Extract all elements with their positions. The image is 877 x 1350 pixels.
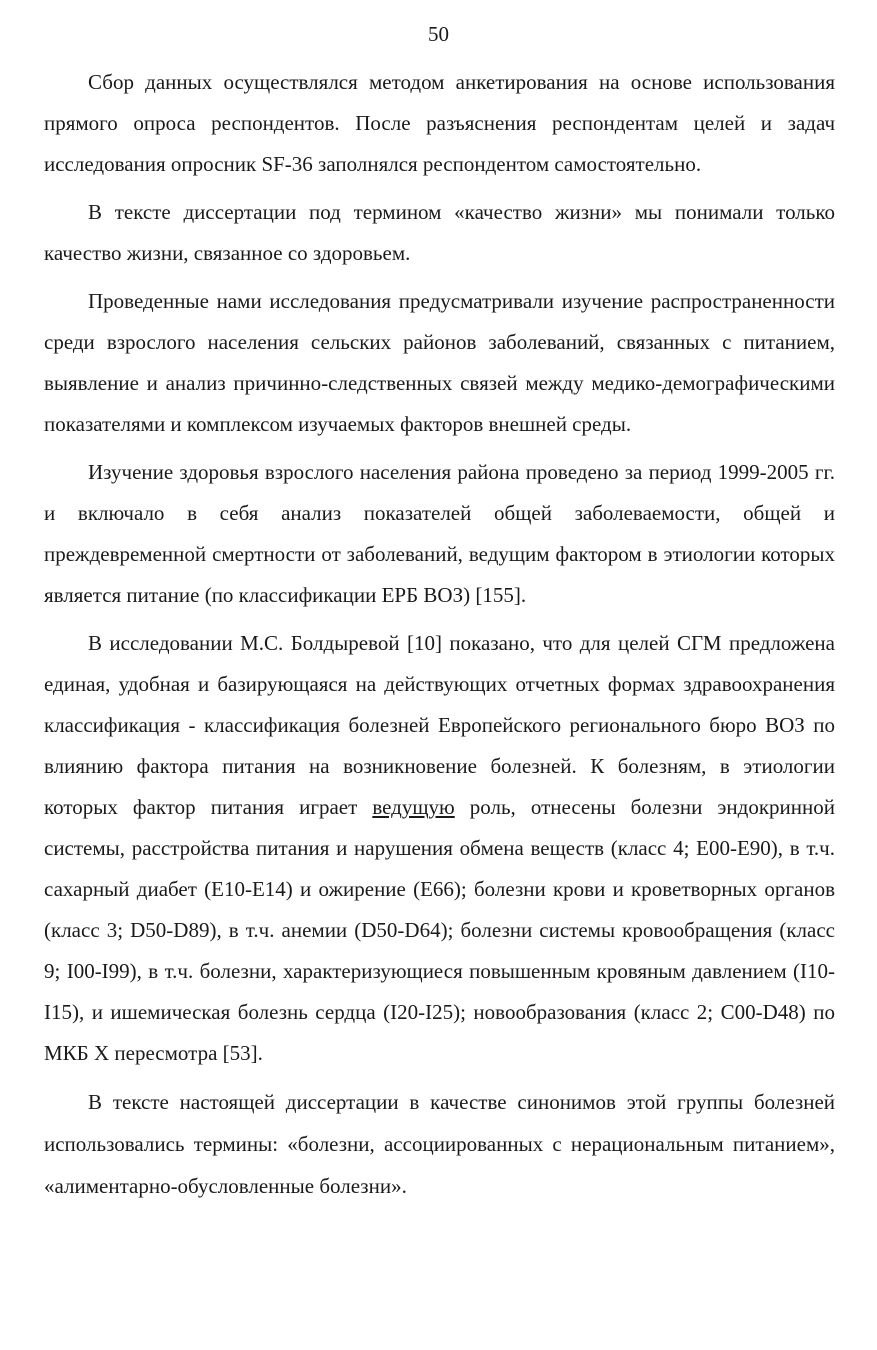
paragraph-synonyms: В тексте настоящей диссертации в качестве синонимов этой группы болезней использовались термины: «болезни, ассоциированных с нерациональным питанием», «алиментарно-обусловленные болезни». <box>44 1090 835 1198</box>
body-text <box>44 62 835 1214</box>
paragraph-research-scope: Проведенные нами исследования предусматривали изучение распространенности среди взрослого населения сельских районов заболеваний, связанных с питанием, выявление и анализ причинно-следственных связей между медико-демографическими показателями и комплексом изучаемых факторов внешней среды. <box>44 289 835 436</box>
paragraph-classification <box>44 623 835 1074</box>
paragraph-quality-of-life: В тексте диссертации под термином «качество жизни» мы понимали только качество жизни, связанное со здоровьем. <box>44 200 835 265</box>
paragraph-study-period: Изучение здоровья взрослого населения района проведено за период 1999-2005 гг. и включало в себя анализ показателей общей заболеваемости, общей и преждевременной смертности от заболеваний, ведущим фактором в этиологии которых является питание (по классификации ЕРБ ВОЗ) [155]. <box>44 460 835 607</box>
page-number: 50 <box>428 22 449 46</box>
underlined-word: ведущую <box>372 795 455 819</box>
paragraph-classification-part-1: В исследовании М.С. Болдыревой [10] показано, что для целей СГМ предложена единая, удобная и базирующаяся на действующих отчетных формах здравоохранения классификация - классификация болезней Европейского регионального бюро ВОЗ по влиянию фактора питания на возникновение болезней. К болезням, в этиологии которых фактор питания играет <box>44 631 835 819</box>
paragraph-classification-part-2: роль, отнесены болезни эндокринной системы, расстройства питания и нарушения обмена веществ (класс 4; Е00-Е90), в т.ч. сахарный диабет (Е10-Е14) и ожирение (Е66); болезни крови и кроветворных органов (класс 3; D50-D89), в т.ч. анемии (D50-D64); болезни системы кровообращения (класс 9; I00-I99), в т.ч. болезни, характеризующиеся повышенным кровяным давлением (I10-I15), и ишемическая болезнь сердца (I20-I25); новообразования (класс 2; С00-D48) по МКБ X пересмотра [53]. <box>44 795 835 1065</box>
paragraph-data-collection: Сбор данных осуществлялся методом анкетирования на основе использования прямого опроса респондентов. После разъяснения респондентам целей и задач исследования опросник SF-36 заполнялся респондентом самостоятельно. <box>44 70 835 176</box>
